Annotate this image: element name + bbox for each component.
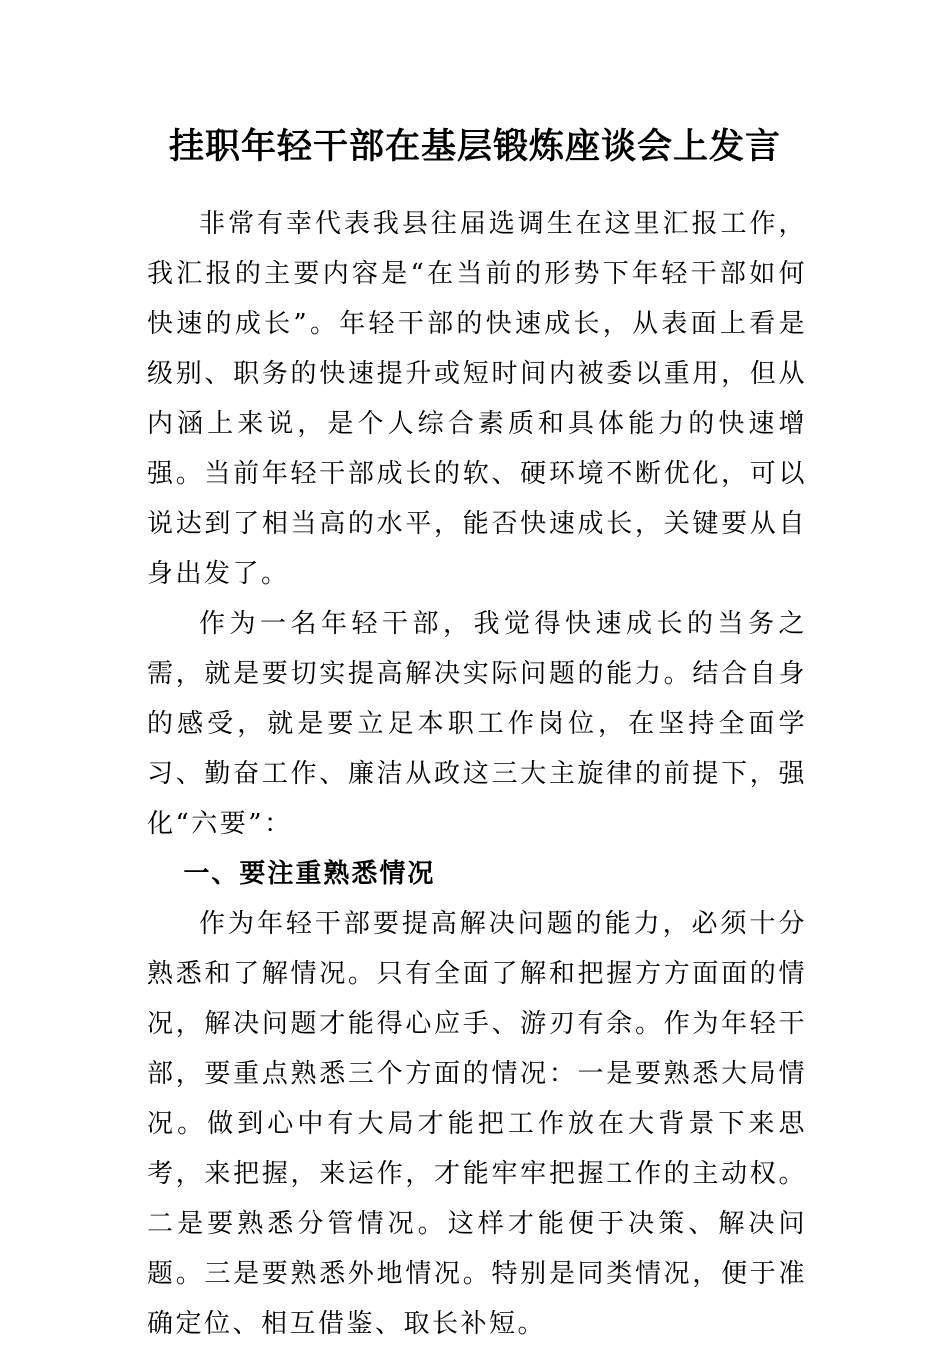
intro-paragraph: 非常有幸代表我县往届选调生在这里汇报工作，我汇报的主要内容是“在当前的形势下年轻干部如何快速的成长”。年轻干部的快速成长，从表面上看是级别、职务的快速提升或短时间内被委以重用，但从内涵上来说，是个人综合素质和具体能力的快速增强。当前年轻干部成长的软、硬环境不断优化，可以说达到了相当高的水平，能否快速成长，关键要从自身出发了。 xyxy=(147,209,807,589)
document-title: 挂职年轻干部在基层锻炼座谈会上发言 xyxy=(168,126,781,167)
section-heading-1: 一、要注重熟悉情况 xyxy=(183,859,436,889)
section-paragraph-1: 作为年轻干部要提高解决问题的能力，必须十分熟悉和了解情况。只有全面了解和把握方方面面的情况，解决问题才能得心应手、游刃有余。作为年轻干部，要重点熟悉三个方面的情况：一是要熟悉大局情况。做到心中有大局才能把工作放在大背景下来思考，来把握，来运作，才能牢牢把握工作的主动权。二是要熟悉分管情况。这样才能便于决策、解决问题。三是要熟悉外地情况。特别是同类情况，便于准确定位、相互借鉴、取长补短。 xyxy=(147,909,807,1339)
context-paragraph: 作为一名年轻干部，我觉得快速成长的当务之需，就是要切实提高解决实际问题的能力。结合自身的感受，就是要立足本职工作岗位，在坚持全面学习、勤奋工作、廉洁从政这三大主旋律的前提下，强化“六要”： xyxy=(147,609,807,839)
document-body xyxy=(147,199,807,1349)
